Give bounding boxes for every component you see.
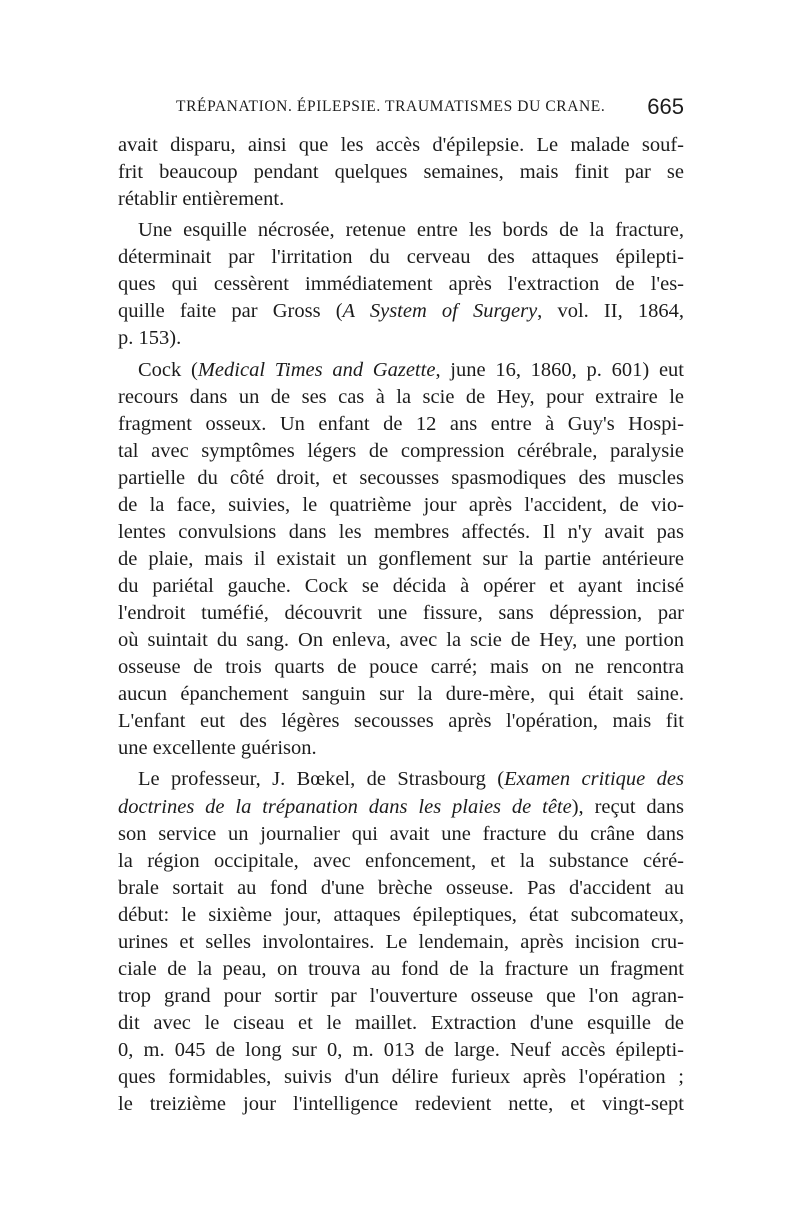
text-segment: , vol. II, 1864, xyxy=(537,300,684,323)
text-line: trop grand pour sortir par l'ouverture osseuse que l'on agran- xyxy=(118,984,684,1007)
text-segment: , june 16, 1860, p. 601) eut xyxy=(435,358,684,381)
text-line: son service un journalier qui avait une fracture du crâne dans xyxy=(118,822,684,845)
text-line: Une esquille nécrosée, retenue entre les bords de la fracture, xyxy=(138,219,684,242)
paragraph xyxy=(118,217,684,352)
italic-citation: Medical Times and Gazette xyxy=(197,358,436,381)
body-text xyxy=(118,132,684,1118)
text-line xyxy=(118,794,684,821)
text-line: frit beaucoup pendant quelques semaines, mais finit par se xyxy=(118,161,684,184)
text-line: le treizième jour l'intelligence redevient nette, et vingt-sept xyxy=(118,1093,684,1116)
paragraph xyxy=(118,766,684,1118)
text-line: avait disparu, ainsi que les accès d'épilepsie. Le malade souf- xyxy=(118,134,684,156)
text-segment: Cock ( xyxy=(138,358,198,381)
text-line: une excellente guérison. xyxy=(118,737,317,760)
running-title: TRÉPANATION. ÉPILEPSIE. TRAUMATISMES DU CRANE. xyxy=(176,98,606,115)
text-line: l'endroit tuméfié, découvrit une fissure, sans dépression, par xyxy=(118,602,684,625)
italic-citation: doctrines de la trépanation dans les plaies de tête xyxy=(118,795,572,818)
text-line: 0, m. 045 de long sur 0, m. 013 de large. Neuf accès épilepti- xyxy=(118,1039,684,1062)
text-line xyxy=(118,766,684,793)
paragraph xyxy=(118,357,684,763)
text-line: fragment osseux. Un enfant de 12 ans entre à Guy's Hospi- xyxy=(118,412,684,435)
text-line xyxy=(118,357,684,384)
text-line: recours dans un de ses cas à la scie de Hey, pour extraire le xyxy=(118,385,684,408)
text-line: déterminait par l'irritation du cerveau des attaques épilepti- xyxy=(118,246,684,269)
page-number: 665 xyxy=(647,94,684,119)
text-line: où suintait du sang. On enleva, avec la scie de Hey, une portion xyxy=(118,629,684,652)
text-line: aucun épanchement sanguin sur la dure-mère, qui était saine. xyxy=(118,683,684,706)
text-line: brale sortait au fond d'une brèche osseuse. Pas d'accident au xyxy=(118,876,684,899)
italic-citation: Examen critique des xyxy=(504,768,684,791)
text-line: dit avec le ciseau et le maillet. Extraction d'une esquille de xyxy=(118,1012,684,1034)
text-line xyxy=(118,298,684,325)
text-segment: Le professeur, J. Bœkel, de Strasbourg ( xyxy=(138,768,505,791)
text-line: lentes convulsions dans les membres affectés. Il n'y avait pas xyxy=(118,520,684,543)
text-line: tal avec symptômes légers de compression cérébrale, paralysie xyxy=(118,439,684,462)
text-line: la région occipitale, avec enfoncement, et la substance céré- xyxy=(118,849,684,872)
text-line: du pariétal gauche. Cock se décida à opérer et ayant incisé xyxy=(118,575,684,597)
text-line: ques qui cessèrent immédiatement après l'extraction de l'es- xyxy=(118,273,684,296)
text-line: partielle du côté droit, et secousses spasmodiques des muscles xyxy=(118,466,684,489)
text-line: de la face, suivies, le quatrième jour après l'accident, de vio- xyxy=(118,493,684,516)
text-line: ciale de la peau, on trouva au fond de la fracture un fragment xyxy=(118,957,684,980)
text-segment: ), reçut dans xyxy=(571,795,684,818)
text-line: L'enfant eut des légères secousses après l'opération, mais fit xyxy=(118,710,684,733)
text-line: p. 153). xyxy=(118,327,182,350)
running-header xyxy=(118,94,684,124)
text-line: osseuse de trois quarts de pouce carré; mais on ne rencontra xyxy=(118,656,684,679)
text-line: de plaie, mais il existait un gonflement sur la partie antérieure xyxy=(118,547,684,570)
paragraph xyxy=(118,132,684,213)
text-line: ques formidables, suivis d'un délire furieux après l'opération ; xyxy=(118,1066,684,1089)
text-segment: quille faite par Gross ( xyxy=(118,300,343,323)
italic-citation: A System of Surgery xyxy=(342,300,538,323)
text-line: urines et selles involontaires. Le lendemain, après incision cru- xyxy=(118,930,684,953)
text-line: début: le sixième jour, attaques épileptiques, état subcomateux, xyxy=(118,903,684,926)
text-line: rétablir entièrement. xyxy=(118,188,285,211)
